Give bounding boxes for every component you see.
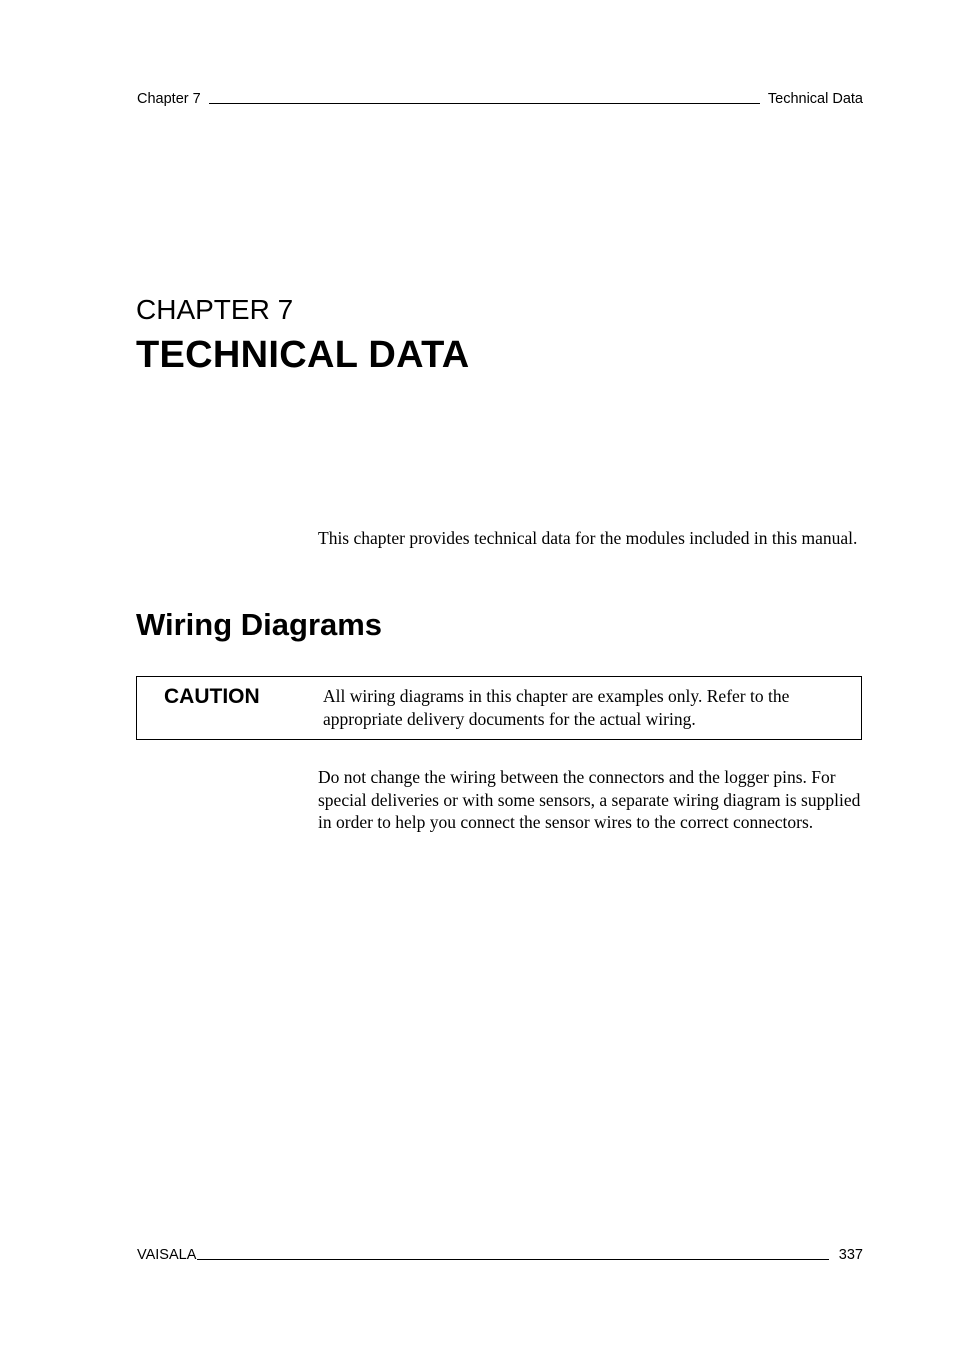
section-title: Wiring Diagrams xyxy=(136,607,383,642)
header-chapter: Chapter 7 xyxy=(137,91,201,107)
intro-paragraph: This chapter provides technical data for the modules included in this manual. xyxy=(318,528,858,548)
header-section: Technical Data xyxy=(767,91,863,107)
footer-company: VAISALA xyxy=(137,1247,197,1263)
header-rule xyxy=(209,102,760,104)
page-footer xyxy=(137,1243,863,1263)
footer-page-number: 337 xyxy=(838,1247,863,1263)
chapter-title: TECHNICAL DATA xyxy=(136,334,470,376)
caution-label: CAUTION xyxy=(164,685,260,708)
caution-text: All wiring diagrams in this chapter are examples only. Refer to the appropriate delivery documents for the actual wiring. xyxy=(323,686,790,729)
page-header xyxy=(137,87,863,107)
caution-box xyxy=(136,676,862,740)
footer-rule xyxy=(197,1258,828,1260)
chapter-number: CHAPTER 7 xyxy=(136,294,294,325)
body-paragraph: Do not change the wiring between the connectors and the logger pins. For special deliveries or with some sensors, a separate wiring diagram is supplied in order to help you connect the sensor wires to the correct connectors. xyxy=(318,767,861,832)
